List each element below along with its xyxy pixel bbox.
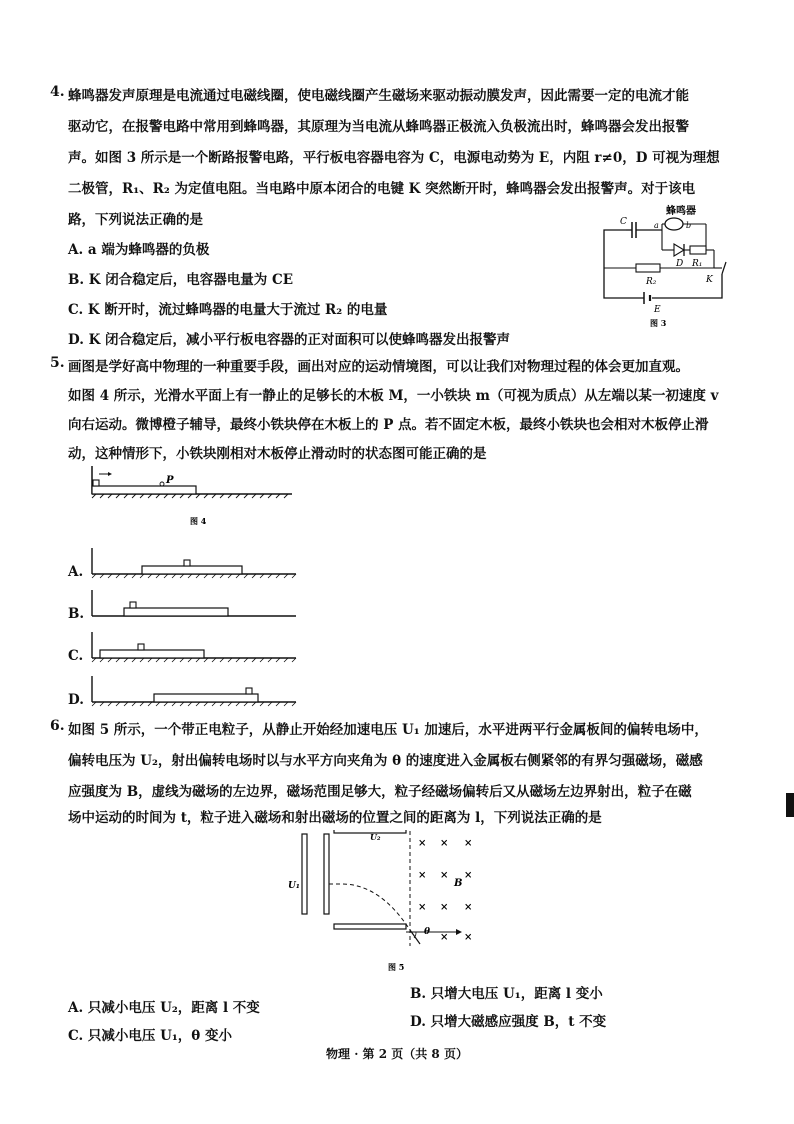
- question-text-line: 路，下列说法正确的是: [68, 212, 203, 228]
- buzzer-title: 蜂鸣器: [666, 206, 696, 217]
- label-theta: θ: [424, 927, 431, 937]
- option-c-diagram[interactable]: [88, 630, 298, 664]
- label-K: K: [706, 275, 713, 285]
- option-d[interactable]: D.: [68, 692, 84, 708]
- option-a[interactable]: A. a 端为蜂鸣器的负极: [68, 242, 210, 258]
- question-text-line: 动，这种情形下，小铁块刚相对木板停止滑动时的状态图可能正确的是: [68, 446, 487, 462]
- question-text-line: 如图 4 所示，光滑水平面上有一静止的足够长的木板 M，一小铁块 m（可视为质点）从左端以某一初速度 v: [68, 388, 719, 404]
- figure-3-circuit: [596, 202, 728, 330]
- question-text-line: 应强度为 B，虚线为磁场的左边界，磁场范围足够大，粒子经磁场偏转后又从磁场左边界射出，粒子在磁: [68, 784, 692, 800]
- label-D: D: [676, 259, 684, 269]
- svg-text:×: ×: [440, 870, 449, 881]
- svg-text:×: ×: [418, 838, 427, 849]
- option-c[interactable]: C. 只减小电压 U₁，θ 变小: [68, 1028, 232, 1044]
- option-a-diagram[interactable]: [88, 546, 298, 580]
- question-text-line: 场中运动的时间为 t，粒子进入磁场和射出磁场的位置之间的距离为 l，下列说法正确的是: [68, 810, 602, 826]
- figure-4: [86, 462, 296, 532]
- figure-4-caption: 图 4: [190, 516, 207, 526]
- label-a: a: [654, 221, 659, 230]
- question-number: 6.: [50, 718, 65, 734]
- question-text-line: 二极管，R₁、R₂ 为定值电阻。当电路中原本闭合的电键 K 突然断开时，蜂鸣器会发出报警声。对于该电: [68, 181, 696, 197]
- svg-text:×: ×: [440, 838, 449, 849]
- label-U1: U₁: [288, 881, 300, 891]
- question-number: 5.: [50, 355, 65, 371]
- page-edge-mark: [786, 793, 794, 817]
- question-text-line: 声。如图 3 所示是一个断路报警电路，平行板电容器电容为 C，电源电动势为 E，内阻 r≠0，D 可视为理想: [68, 150, 720, 166]
- figure-5-caption: 图 5: [388, 962, 405, 972]
- option-d[interactable]: D. 只增大磁感应强度 B，t 不变: [410, 1014, 607, 1030]
- question-number: 4.: [50, 84, 65, 100]
- question-text-line: 蜂鸣器发声原理是电流通过电磁线圈，使电磁线圈产生磁场来驱动振动膜发声，因此需要一定的电流才能: [68, 88, 689, 104]
- label-E: E: [654, 305, 661, 315]
- option-d[interactable]: D. K 闭合稳定后，减小平行板电容器的正对面积可以使蜂鸣器发出报警声: [68, 332, 511, 348]
- option-a[interactable]: A. 只减小电压 U₂，距离 l 不变: [68, 1000, 260, 1016]
- svg-text:×: ×: [464, 932, 473, 943]
- question-text-line: 如图 5 所示，一个带正电粒子，从静止开始经加速电压 U₁ 加速后，水平进两平行金属板间的偏转电场中，: [68, 722, 708, 738]
- label-P: P: [166, 475, 174, 486]
- svg-text:×: ×: [464, 838, 473, 849]
- question-text-line: 向右运动。微博橙子辅导，最终小铁块停在木板上的 P 点。若不固定木板，最终小铁块也会相对木板停止滑: [68, 417, 709, 433]
- label-U2: U₂: [370, 832, 381, 842]
- svg-text:×: ×: [440, 932, 449, 943]
- option-d-diagram[interactable]: [88, 674, 298, 708]
- option-b[interactable]: B. K 闭合稳定后，电容器电量为 CE: [68, 272, 293, 288]
- option-b-diagram[interactable]: [88, 588, 298, 622]
- svg-text:×: ×: [464, 902, 473, 913]
- option-c[interactable]: C. K 断开时，流过蜂鸣器的电量大于流过 R₂ 的电量: [68, 302, 388, 318]
- svg-text:×: ×: [418, 902, 427, 913]
- question-text-line: 驱动它，在报警电路中常用到蜂鸣器，其原理为当电流从蜂鸣器正极流入负极流出时，蜂鸣器会发出报警: [68, 119, 689, 135]
- label-R2: R₂: [646, 277, 657, 287]
- option-b[interactable]: B. 只增大电压 U₁，距离 l 变小: [410, 986, 603, 1002]
- svg-text:×: ×: [418, 870, 427, 881]
- svg-text:×: ×: [464, 870, 473, 881]
- question-text-line: 偏转电压为 U₂，射出偏转电场时以与水平方向夹角为 θ 的速度进入金属板右侧紧邻的有界匀强磁场，磁感: [68, 753, 703, 769]
- option-b[interactable]: B.: [68, 606, 85, 622]
- svg-text:×: ×: [440, 902, 449, 913]
- label-R1: R₁: [692, 259, 703, 269]
- option-c[interactable]: C.: [68, 648, 84, 664]
- label-C: C: [620, 217, 627, 227]
- figure-5: [284, 830, 484, 976]
- option-a[interactable]: A.: [68, 564, 84, 580]
- label-b: b: [686, 221, 692, 230]
- page-footer: 物理 · 第 2 页（共 8 页）: [326, 1047, 468, 1061]
- label-B: B: [454, 878, 463, 889]
- figure-3-caption: 图 3: [650, 318, 667, 328]
- question-text-line: 画图是学好高中物理的一种重要手段，画出对应的运动情境图，可以让我们对物理过程的体会更加直观。: [68, 359, 689, 375]
